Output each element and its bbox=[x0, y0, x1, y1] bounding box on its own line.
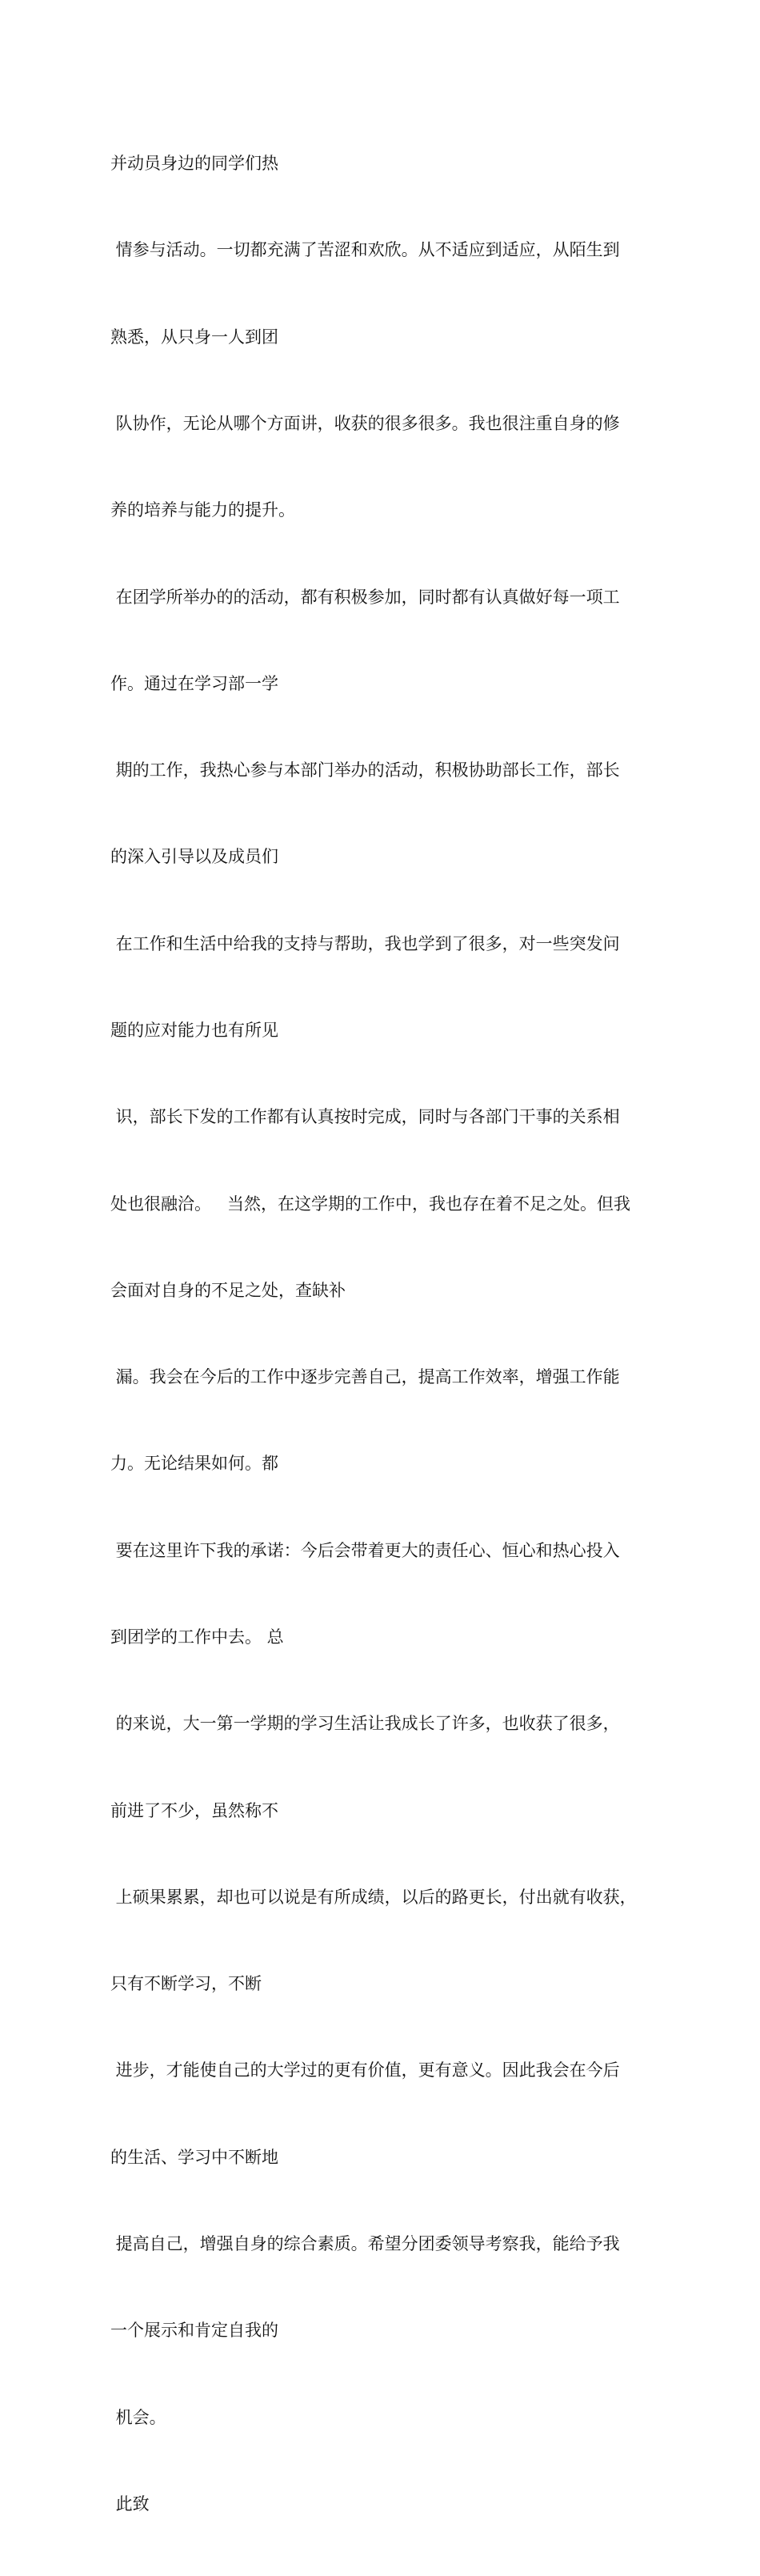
text-line: 此致 bbox=[110, 2494, 150, 2514]
text-line: 会面对自身的不足之处，查缺补 bbox=[110, 1280, 346, 1300]
text-line: 一个展示和肯定自我的 bbox=[110, 2321, 278, 2341]
text-line: 在工作和生活中给我的支持与帮助，我也学到了很多，对一些突发问 bbox=[110, 933, 620, 953]
text-line: 处也很融洽。 当然，在这学期的工作中，我也存在着不足之处。但我 bbox=[110, 1194, 631, 1214]
text-line: 进步，才能使自己的大学过的更有价值，更有意义。因此我会在今后 bbox=[110, 2060, 620, 2080]
text-line: 熟悉，从只身一人到团 bbox=[110, 327, 278, 347]
text-line: 作。通过在学习部一学 bbox=[110, 673, 278, 693]
text-line: 机会。 bbox=[110, 2407, 166, 2427]
text-line: 的深入引导以及成员们 bbox=[110, 847, 278, 867]
text-line: 到团学的工作中去。 总 bbox=[110, 1627, 284, 1647]
text-line: 养的培养与能力的提升。 bbox=[110, 500, 295, 520]
text-line: 提高自己，增强自身的综合素质。希望分团委领导考察我，能给予我 bbox=[110, 2233, 620, 2253]
text-line: 并动员身边的同学们热 bbox=[110, 154, 278, 174]
text-line: 在团学所举办的的活动，都有积极参加，同时都有认真做好每一项工 bbox=[110, 587, 620, 607]
text-line: 上硕果累累，却也可以说是有所成绩，以后的路更长，付出就有收获， bbox=[110, 1887, 637, 1907]
text-line: 的来说，大一第一学期的学习生活让我成长了许多，也收获了很多， bbox=[110, 1714, 620, 1734]
text-line: 要在这里许下我的承诺：今后会带着更大的责任心、恒心和热心投入 bbox=[110, 1540, 620, 1560]
text-line: 期的工作，我热心参与本部门举办的活动，积极协助部长工作，部长 bbox=[110, 760, 620, 780]
text-line: 情参与活动。一切都充满了苦涩和欢欣。从不适应到适应，从陌生到 bbox=[110, 240, 620, 260]
document-body bbox=[110, 91, 670, 2576]
text-line: 的生活、学习中不断地 bbox=[110, 2147, 278, 2167]
text-line: 题的应对能力也有所见 bbox=[110, 1021, 278, 1040]
text-line: 前进了不少，虽然称不 bbox=[110, 1800, 278, 1820]
text-line: 力。无论结果如何。都 bbox=[110, 1454, 278, 1474]
text-line: 队协作，无论从哪个方面讲，收获的很多很多。我也很注重自身的修 bbox=[110, 414, 620, 434]
text-line: 识，部长下发的工作都有认真按时完成，同时与各部门干事的关系相 bbox=[110, 1107, 620, 1127]
text-line: 漏。我会在今后的工作中逐步完善自己，提高工作效率，增强工作能 bbox=[110, 1367, 620, 1387]
text-line: 只有不断学习，不断 bbox=[110, 1974, 262, 1994]
